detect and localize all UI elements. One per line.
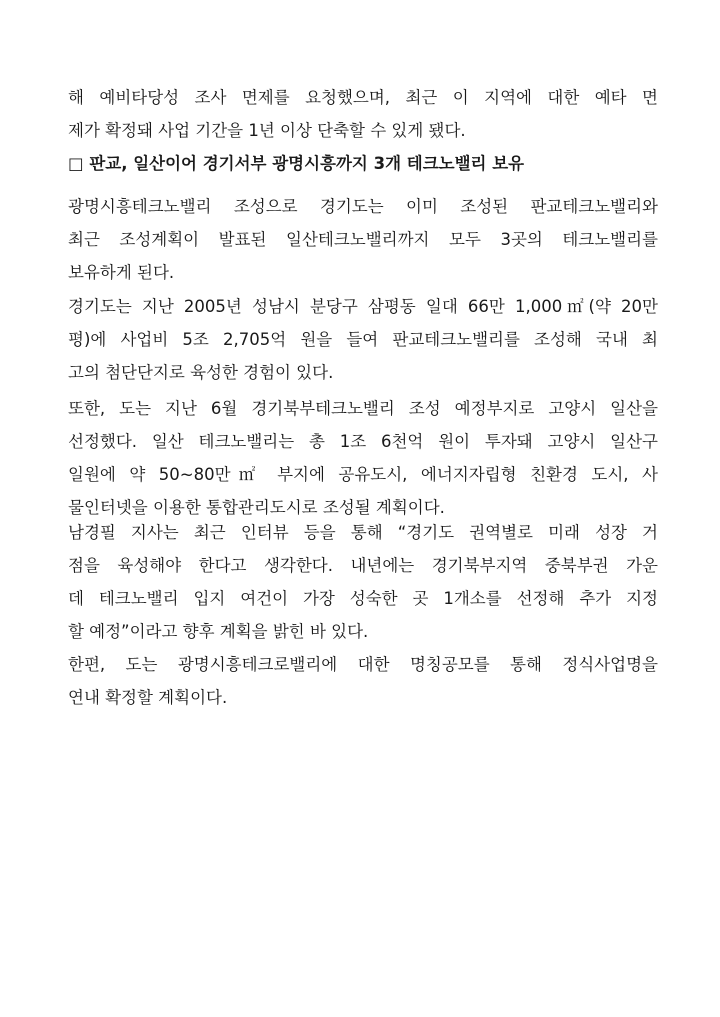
paragraph-line: 남경필 지사는 최근 인터뷰 등을 통해 “경기도 권역별로 미래 성장 거 (68, 523, 658, 542)
paragraph-line: 점을 육성해야 한다고 생각한다. 내년에는 경기북부지역 중북부권 가운 (68, 556, 658, 575)
paragraph-line: 제가 확정돼 사업 기간을 1년 이상 단축할 수 있게 됐다. (68, 121, 466, 140)
paragraph-ilsan (68, 392, 658, 524)
paragraph-line: 평)에 사업비 5조 2,705억 원을 들여 판교테크노밸리를 조성해 국내 최 (68, 330, 658, 349)
paragraph-line: 한편, 도는 광명시흥테크로밸리에 대한 명칭공모를 통해 정식사업명을 (68, 655, 658, 674)
paragraph-line: 연내 확정할 계획이다. (68, 688, 228, 707)
section-heading: □ 판교, 일산이어 경기서부 광명시흥까지 3개 테크노밸리 보유 (68, 154, 525, 173)
paragraph-line: 광명시흥테크노밸리 조성으로 경기도는 이미 조성된 판교테크노밸리와 (68, 197, 658, 216)
paragraph-line: 일원에 약 50~80만㎡ 부지에 공유도시, 에너지자립형 친환경 도시, 사 (68, 465, 658, 484)
paragraph-line: 경기도는 지난 2005년 성남시 분당구 삼평동 일대 66만 1,000㎡(약 20만 (68, 297, 658, 316)
paragraph-naming-contest (68, 648, 658, 714)
paragraph-governor-interview (68, 516, 658, 648)
paragraph-line: 보유하게 된다. (68, 263, 175, 282)
intro-paragraph (68, 81, 658, 147)
paragraph-line: 데 테크노밸리 입지 여건이 가장 성숙한 곳 1개소를 선정해 추가 지정 (68, 589, 658, 608)
paragraph-line: 선정했다. 일산 테크노밸리는 총 1조 6천억 원이 투자돼 고양시 일산구 (68, 432, 658, 451)
paragraph-line: 최근 조성계획이 발표된 일산테크노밸리까지 모두 3곳의 테크노밸리를 (68, 230, 658, 249)
paragraph-line: 또한, 도는 지난 6월 경기북부테크노밸리 조성 예정부지로 고양시 일산을 (68, 399, 658, 418)
paragraph-line: 해 예비타당성 조사 면제를 요청했으며, 최근 이 지역에 대한 예타 면 (68, 88, 658, 107)
paragraph-line: 할 예정”이라고 향후 계획을 밝힌 바 있다. (68, 622, 369, 641)
paragraph-line: 물인터넷을 이용한 통합관리도시로 조성될 계획이다. (68, 498, 445, 517)
paragraph-pangyo (68, 290, 658, 389)
paragraph-technovalley-count (68, 190, 658, 289)
paragraph-line: 고의 첨단단지로 육성한 경험이 있다. (68, 363, 334, 382)
